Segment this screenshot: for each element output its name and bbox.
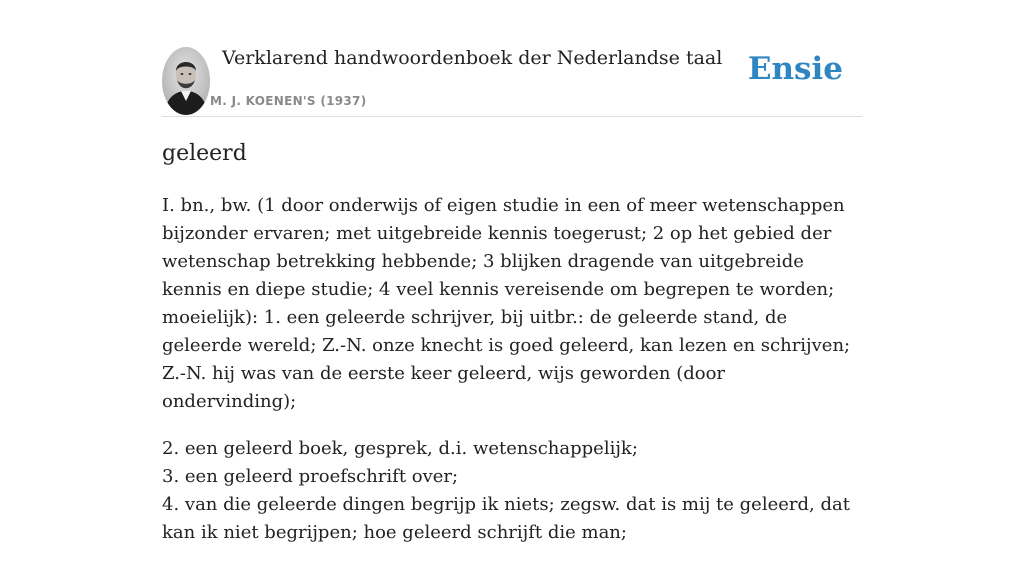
page-header xyxy=(162,0,862,117)
author-portrait-icon xyxy=(162,47,210,115)
definition-line: 2. een geleerd boek, gesprek, d.i. wetenschappelijk; xyxy=(162,438,638,459)
entry-definition xyxy=(162,192,862,566)
entry-headword: geleerd xyxy=(162,141,247,166)
ensie-logo-link[interactable]: Ensie xyxy=(747,51,843,87)
definition-line: 4. van die geleerde dingen begrijp ik niets; zegsw. dat is mij te geleerd, dat kan ik niet begrijpen; hoe geleerd schrijft die man; xyxy=(162,494,850,543)
dictionary-title[interactable]: Verklarend handwoordenboek der Nederlandse taal xyxy=(222,47,723,69)
dictionary-author: M. J. KOENEN'S (1937) xyxy=(210,94,367,108)
definition-line: 3. een geleerd proefschrift over; xyxy=(162,466,459,487)
definition-intro: I. bn., bw. (1 door onderwijs of eigen studie in een of meer wetenschappen bijzonder ervaren; met uitgebreide kennis toegerust; 2 op het gebied der wetenschap betrekking hebbende; 3 blijken dragende van uitgebreide kennis en diepe studie; 4 veel kennis vereisende om begrepen te worden; moeielijk): 1. een geleerde schrijver, bij uitbr.: de geleerde stand, de geleerde wereld; Z.-N. onze knecht is goed geleerd, kan lezen en schrijven; Z.-N. hij was van de eerste keer geleerd, wijs geworden (door ondervinding); xyxy=(162,195,851,412)
page xyxy=(162,0,862,543)
definition-examples xyxy=(162,435,862,547)
